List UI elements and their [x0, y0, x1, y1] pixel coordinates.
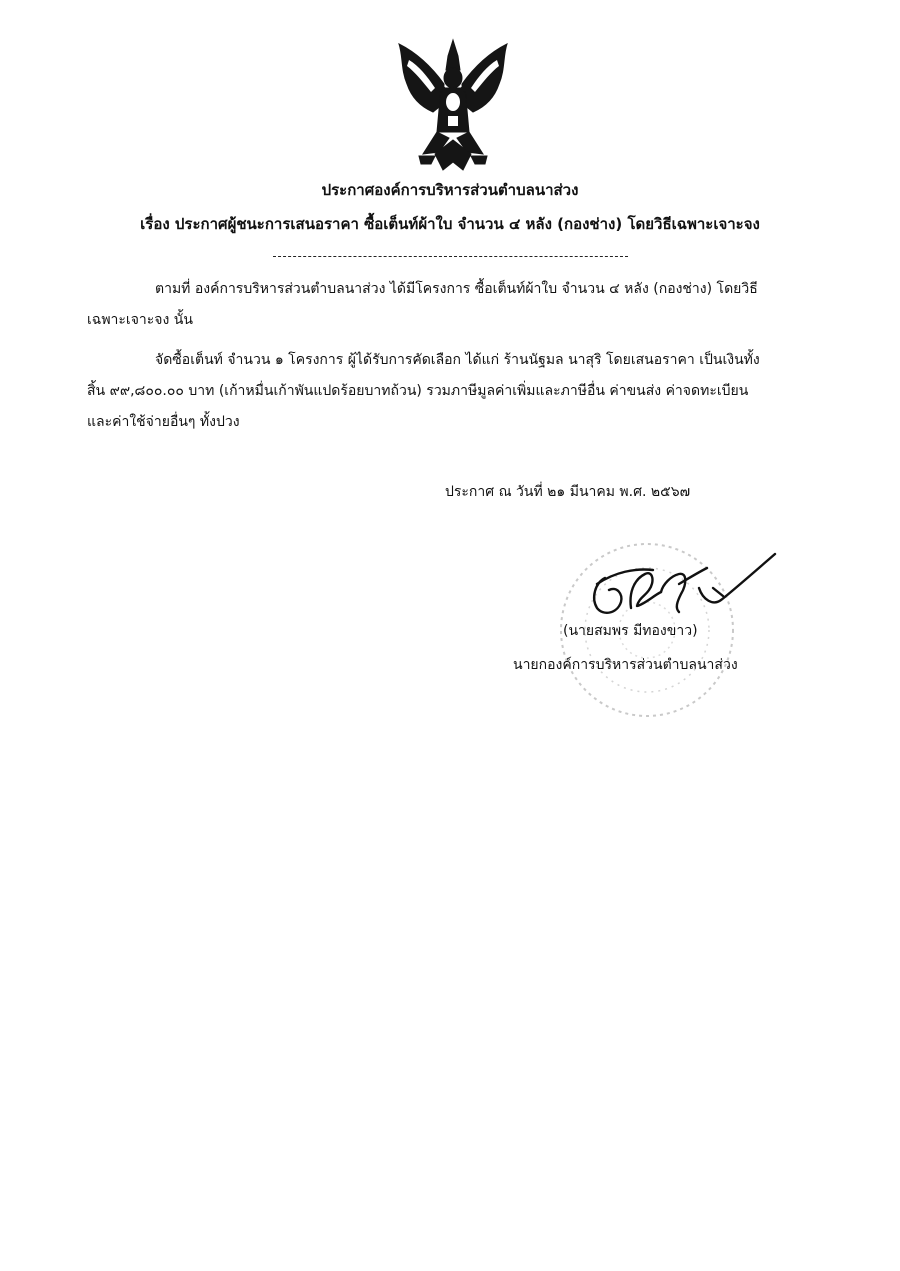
signer-name: (นายสมพร มีทองขาว): [563, 623, 698, 639]
announcement-date: ประกาศ ณ วันที่ ๒๑ มีนาคม พ.ศ. ๒๕๖๗: [445, 484, 691, 500]
paragraph-2-line-1: จัดซื้อเต็นท์ จำนวน ๑ โครงการ ผู้ได้รับการคัดเลือก ได้แก่ ร้านนัฐมล นาสุริ โดยเสนอราคา เป็นเงินทั้ง: [155, 352, 760, 368]
paragraph-1-line-2: เฉพาะเจาะจง นั้น: [87, 312, 193, 328]
signer-position: นายกองค์การบริหารส่วนตำบลนาส่วง: [513, 657, 738, 673]
garuda-emblem-icon: [393, 36, 513, 176]
paragraph-2-line-3: และค่าใช้จ่ายอื่นๆ ทั้งปวง: [87, 414, 240, 430]
handwritten-signature-icon: [575, 538, 780, 628]
paragraph-2-line-2: สิ้น ๙๙,๘๐๐.๐๐ บาท (เก้าหมื่นเก้าพันแปดร้อยบาทถ้วน) รวมภาษีมูลค่าเพิ่มและภาษีอื่น ค่าขนส่ง ค่าจดทะเบียน: [87, 383, 749, 399]
paragraph-1-line-1: ตามที่ องค์การบริหารส่วนตำบลนาส่วง ได้มีโครงการ ซื้อเต็นท์ผ้าใบ จำนวน ๔ หลัง (กองช่าง) โดยวิธี: [155, 281, 758, 297]
announcement-subject: เรื่อง ประกาศผู้ชนะการเสนอราคา ซื้อเต็นท์ผ้าใบ จำนวน ๔ หลัง (กองช่าง) โดยวิธีเฉพาะเจาะจง: [140, 215, 760, 233]
header-divider: [273, 256, 628, 257]
announcement-title: ประกาศองค์การบริหารส่วนตำบลนาส่วง: [321, 181, 579, 199]
